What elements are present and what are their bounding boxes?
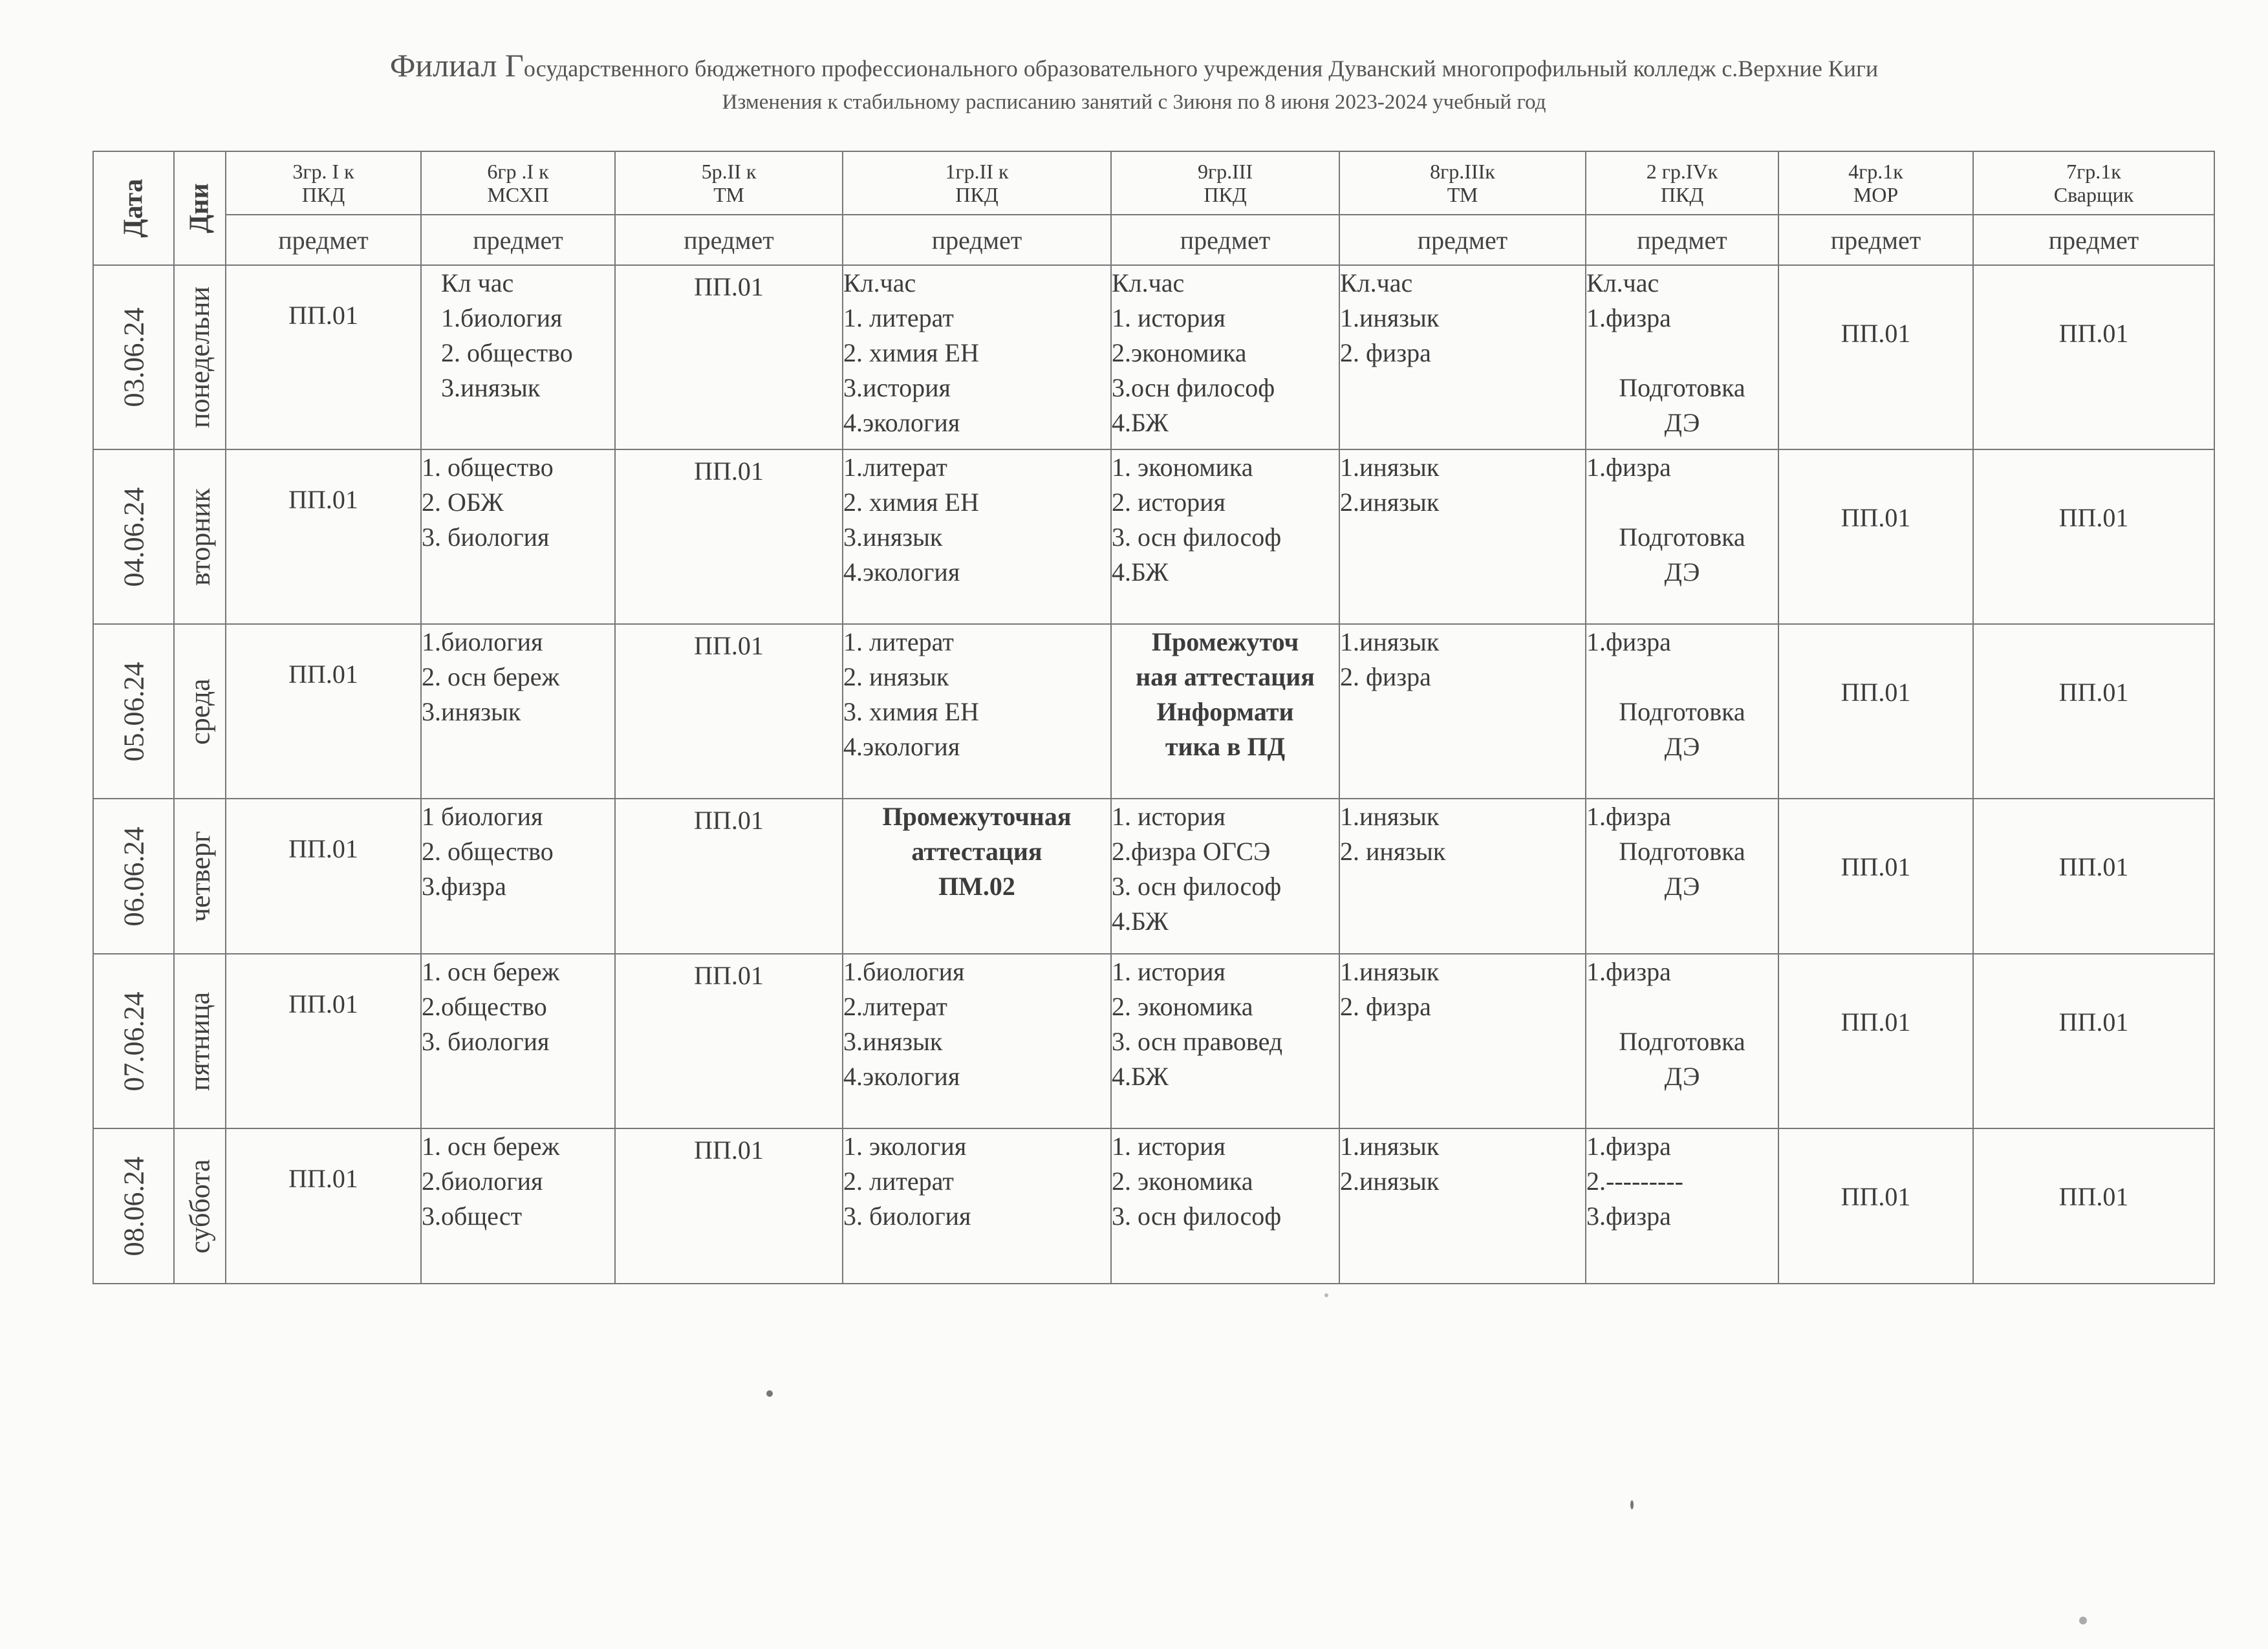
schedule-cell bbox=[421, 624, 615, 799]
cell-line: 4.экология bbox=[843, 732, 960, 761]
document-subtitle: Изменения к стабильному расписанию занятий с 3июня по 8 июня 2023-2024 учебный год bbox=[722, 91, 1546, 114]
schedule-cell: ПП.01 bbox=[1973, 954, 2214, 1128]
cell-line: 2. химия ЕН bbox=[843, 488, 979, 517]
cell-line: 2. общество bbox=[441, 338, 573, 367]
cell-line: 1 биология bbox=[422, 802, 543, 831]
cell-line: Промежуточ bbox=[1151, 627, 1299, 656]
cell-line: 3.история bbox=[843, 373, 951, 402]
cell-line bbox=[1586, 660, 1778, 695]
schedule-cell bbox=[1339, 799, 1586, 954]
schedule-table bbox=[92, 151, 2215, 1284]
cell-line: 3.физра bbox=[422, 872, 506, 901]
cell-line: Кл час bbox=[441, 268, 514, 297]
cell-line: 3. биология bbox=[422, 1027, 550, 1056]
cell-line: 1. экономика bbox=[1112, 453, 1253, 482]
schedule-cell: ПП.01 bbox=[1778, 624, 1973, 799]
scan-speck bbox=[2079, 1617, 2087, 1624]
schedule-cell: ПП.01 bbox=[226, 799, 421, 954]
cell-line: 2.общество bbox=[422, 992, 547, 1021]
subject-label: предмет bbox=[615, 215, 843, 265]
schedule-cell bbox=[421, 954, 615, 1128]
cell-line: Промежуточная bbox=[882, 802, 1072, 831]
subject-label: предмет bbox=[1111, 215, 1339, 265]
schedule-cell bbox=[1586, 265, 1778, 449]
schedule-cell bbox=[843, 1128, 1111, 1284]
schedule-cell bbox=[421, 265, 615, 449]
cell-line: 2. инязык bbox=[1340, 837, 1446, 866]
cell-line: 1. литерат bbox=[843, 303, 954, 332]
cell-line: Подготовка bbox=[1619, 1027, 1745, 1056]
schedule-cell bbox=[843, 954, 1111, 1128]
cell-line: 3.физра bbox=[1586, 1202, 1671, 1231]
date-cell: 03.06.24 bbox=[93, 265, 174, 449]
cell-line: ДЭ bbox=[1664, 1062, 1700, 1091]
schedule-cell bbox=[1339, 954, 1586, 1128]
cell-line: 1.физра bbox=[1586, 1132, 1671, 1161]
schedule-cell: ПП.01 bbox=[1778, 799, 1973, 954]
title-rest: осударственного бюджетного профессионального образовательного учреждения Дуванский многопрофильный колледж с.Верхние Киги bbox=[523, 56, 1879, 81]
cell-line: ПМ.02 bbox=[938, 872, 1015, 901]
day-row bbox=[93, 265, 2214, 449]
cell-line: 4.экология bbox=[843, 408, 960, 437]
schedule-cell: ПП.01 bbox=[1973, 449, 2214, 624]
cell-line: 1.инязык bbox=[1340, 802, 1440, 831]
subject-label: предмет bbox=[1778, 215, 1973, 265]
cell-line: тика в ПД bbox=[1165, 732, 1286, 761]
schedule-cell: ПП.01 bbox=[615, 449, 843, 624]
schedule-cell: ПП.01 bbox=[1973, 624, 2214, 799]
cell-line: Подготовка bbox=[1619, 373, 1745, 402]
cell-line: ДЭ bbox=[1664, 872, 1700, 901]
subject-label: предмет bbox=[1973, 215, 2214, 265]
cell-line: 2. история bbox=[1112, 488, 1226, 517]
schedule-cell bbox=[1111, 624, 1339, 799]
cell-line bbox=[1586, 485, 1778, 520]
schedule-cell: ПП.01 bbox=[226, 265, 421, 449]
cell-line: 1.физра bbox=[1586, 627, 1671, 656]
cell-line: 2.биология bbox=[422, 1167, 543, 1196]
cell-line: 1. история bbox=[1112, 303, 1226, 332]
cell-line: 2. физра bbox=[1340, 338, 1431, 367]
cell-line: 1.инязык bbox=[1340, 957, 1440, 986]
day-row bbox=[93, 624, 2214, 799]
cell-line: 2. инязык bbox=[843, 662, 949, 691]
subject-label: предмет bbox=[843, 215, 1111, 265]
schedule-cell bbox=[1111, 954, 1339, 1128]
cell-line: 1. литерат bbox=[843, 627, 954, 656]
cell-line: 1.биология bbox=[422, 627, 543, 656]
schedule-cell: ПП.01 bbox=[1973, 1128, 2214, 1284]
cell-line: Подготовка bbox=[1619, 837, 1745, 866]
date-cell: 08.06.24 bbox=[93, 1128, 174, 1284]
cell-line: Кл.час bbox=[1340, 268, 1413, 297]
schedule-cell: ПП.01 bbox=[1973, 265, 2214, 449]
cell-line: Кл.час bbox=[1112, 268, 1185, 297]
day-cell: суббота bbox=[174, 1128, 226, 1284]
cell-line: 1. история bbox=[1112, 957, 1226, 986]
day-row bbox=[93, 954, 2214, 1128]
cell-line: 3.инязык bbox=[843, 1027, 943, 1056]
cell-line: 3. осн философ bbox=[1112, 1202, 1282, 1231]
cell-line: 1.инязык bbox=[1340, 453, 1440, 482]
group-header: 4гр.1к МОР bbox=[1778, 151, 1973, 215]
schedule-cell bbox=[1339, 449, 1586, 624]
group-header: 8гр.IIIк ТМ bbox=[1339, 151, 1586, 215]
schedule-cell: ПП.01 bbox=[1778, 954, 1973, 1128]
schedule-cell bbox=[1586, 799, 1778, 954]
schedule-cell bbox=[843, 265, 1111, 449]
schedule-cell bbox=[421, 449, 615, 624]
cell-line: ная аттестация bbox=[1136, 662, 1315, 691]
date-cell: 05.06.24 bbox=[93, 624, 174, 799]
cell-line: 3.общест bbox=[422, 1202, 523, 1231]
schedule-cell: ПП.01 bbox=[615, 954, 843, 1128]
cell-line: Информати bbox=[1156, 697, 1294, 726]
cell-line: 1.инязык bbox=[1340, 627, 1440, 656]
cell-line: 1.инязык bbox=[1340, 1132, 1440, 1161]
title-lead: Филиал Г bbox=[389, 47, 524, 83]
cell-line: 1. общество bbox=[422, 453, 554, 482]
document-title bbox=[0, 47, 2268, 84]
cell-line: 3. химия ЕН bbox=[843, 697, 979, 726]
cell-line: 3. биология bbox=[843, 1202, 971, 1231]
cell-line: 2. физра bbox=[1340, 662, 1431, 691]
date-cell: 06.06.24 bbox=[93, 799, 174, 954]
schedule-cell bbox=[1111, 799, 1339, 954]
schedule-cell: ПП.01 bbox=[615, 1128, 843, 1284]
schedule-cell bbox=[421, 799, 615, 954]
schedule-cell bbox=[1586, 1128, 1778, 1284]
cell-line: ДЭ bbox=[1664, 557, 1700, 587]
cell-line: 1. история bbox=[1112, 802, 1226, 831]
schedule-cell bbox=[1339, 265, 1586, 449]
cell-line: 2. ОБЖ bbox=[422, 488, 504, 517]
schedule-cell bbox=[1111, 1128, 1339, 1284]
subject-label: предмет bbox=[421, 215, 615, 265]
subject-label: предмет bbox=[226, 215, 421, 265]
schedule-cell: ПП.01 bbox=[226, 954, 421, 1128]
schedule-cell bbox=[1586, 624, 1778, 799]
scan-speck bbox=[766, 1390, 773, 1397]
schedule-cell bbox=[843, 624, 1111, 799]
day-header: Дни bbox=[174, 151, 226, 265]
cell-line: 2. экономика bbox=[1112, 1167, 1253, 1196]
cell-line: 1.физра bbox=[1586, 802, 1671, 831]
schedule-cell bbox=[1339, 624, 1586, 799]
cell-line: 3. осн правовед bbox=[1112, 1027, 1283, 1056]
cell-line: 1.физра bbox=[1586, 303, 1671, 332]
cell-line: 2. литерат bbox=[843, 1167, 954, 1196]
cell-line: 4.БЖ bbox=[1112, 557, 1169, 587]
day-row bbox=[93, 1128, 2214, 1284]
cell-line: Кл.час bbox=[843, 268, 916, 297]
cell-line: Подготовка bbox=[1619, 697, 1745, 726]
cell-line: 3.осн философ bbox=[1112, 373, 1275, 402]
day-row bbox=[93, 799, 2214, 954]
cell-line: 1. история bbox=[1112, 1132, 1226, 1161]
cell-line: Подготовка bbox=[1619, 523, 1745, 552]
schedule-cell bbox=[1586, 954, 1778, 1128]
cell-line: 1.биология bbox=[843, 957, 965, 986]
cell-line: 3.инязык bbox=[441, 373, 541, 402]
day-cell: понедельни bbox=[174, 265, 226, 449]
cell-line: 1.физра bbox=[1586, 957, 1671, 986]
cell-line: 2. общество bbox=[422, 837, 554, 866]
cell-line: 1. экология bbox=[843, 1132, 967, 1161]
group-header: 6гр .I к МСХП bbox=[421, 151, 615, 215]
cell-line bbox=[1586, 989, 1778, 1024]
cell-line: 2. химия ЕН bbox=[843, 338, 979, 367]
schedule-cell: ПП.01 bbox=[615, 799, 843, 954]
cell-line: 2.литерат bbox=[843, 992, 947, 1021]
scan-speck bbox=[1324, 1293, 1328, 1297]
cell-line: 4.экология bbox=[843, 557, 960, 587]
schedule-cell bbox=[1339, 1128, 1586, 1284]
group-header: 5р.II к ТМ bbox=[615, 151, 843, 215]
date-cell: 07.06.24 bbox=[93, 954, 174, 1128]
cell-line: ДЭ bbox=[1664, 732, 1700, 761]
cell-line: 2.инязык bbox=[1340, 1167, 1440, 1196]
group-header: 3гр. I к ПКД bbox=[226, 151, 421, 215]
cell-line: 2.физра ОГСЭ bbox=[1112, 837, 1271, 866]
day-cell: среда bbox=[174, 624, 226, 799]
scan-speck bbox=[1630, 1500, 1634, 1509]
cell-line: 2. экономика bbox=[1112, 992, 1253, 1021]
schedule-cell bbox=[421, 1128, 615, 1284]
date-header: Дата bbox=[93, 151, 174, 265]
cell-line: 1. осн береж bbox=[422, 1132, 560, 1161]
schedule-cell: ПП.01 bbox=[615, 624, 843, 799]
subject-label-row bbox=[93, 215, 2214, 265]
cell-line: 1.биология bbox=[441, 303, 563, 332]
cell-line: 4.экология bbox=[843, 1062, 960, 1091]
schedule-cell: ПП.01 bbox=[1778, 265, 1973, 449]
schedule-cell: ПП.01 bbox=[1778, 449, 1973, 624]
schedule-cell: ПП.01 bbox=[615, 265, 843, 449]
cell-line: 2.экономика bbox=[1112, 338, 1247, 367]
day-cell: пятница bbox=[174, 954, 226, 1128]
day-cell: четверг bbox=[174, 799, 226, 954]
cell-line: 1.инязык bbox=[1340, 303, 1440, 332]
day-cell: вторник bbox=[174, 449, 226, 624]
schedule-cell: ПП.01 bbox=[226, 624, 421, 799]
group-header-row bbox=[93, 151, 2214, 215]
cell-line: 2.--------- bbox=[1586, 1167, 1683, 1196]
cell-line: 3. осн философ bbox=[1112, 523, 1282, 552]
cell-line: 3. биология bbox=[422, 523, 550, 552]
schedule-cell bbox=[1586, 449, 1778, 624]
schedule-cell: ПП.01 bbox=[226, 1128, 421, 1284]
cell-line: 4.БЖ bbox=[1112, 1062, 1169, 1091]
cell-line bbox=[1586, 336, 1778, 371]
cell-line: 2. физра bbox=[1340, 992, 1431, 1021]
cell-line: 1.литерат bbox=[843, 453, 947, 482]
group-header: 2 гр.IVк ПКД bbox=[1586, 151, 1778, 215]
cell-line: 4.БЖ bbox=[1112, 408, 1169, 437]
schedule-cell bbox=[1111, 449, 1339, 624]
cell-line: 2. осн береж bbox=[422, 662, 560, 691]
cell-line: 1. осн береж bbox=[422, 957, 560, 986]
cell-line: 3.инязык bbox=[843, 523, 943, 552]
subject-label: предмет bbox=[1339, 215, 1586, 265]
group-header: 1гр.II к ПКД bbox=[843, 151, 1111, 215]
cell-line: 1.физра bbox=[1586, 453, 1671, 482]
cell-line: 3. осн философ bbox=[1112, 872, 1282, 901]
cell-line: 2.инязык bbox=[1340, 488, 1440, 517]
subject-label: предмет bbox=[1586, 215, 1778, 265]
date-cell: 04.06.24 bbox=[93, 449, 174, 624]
schedule-cell: ПП.01 bbox=[226, 449, 421, 624]
cell-line: 4.БЖ bbox=[1112, 907, 1169, 936]
group-header: 7гр.1к Сварщик bbox=[1973, 151, 2214, 215]
schedule-cell bbox=[1111, 265, 1339, 449]
cell-line: 3.инязык bbox=[422, 697, 521, 726]
group-header: 9гр.III ПКД bbox=[1111, 151, 1339, 215]
cell-line: Кл.час bbox=[1586, 268, 1659, 297]
day-row bbox=[93, 449, 2214, 624]
schedule-cell: ПП.01 bbox=[1973, 799, 2214, 954]
cell-line: ДЭ bbox=[1664, 408, 1700, 437]
cell-line: аттестация bbox=[911, 837, 1042, 866]
schedule-cell bbox=[843, 799, 1111, 954]
schedule-cell: ПП.01 bbox=[1778, 1128, 1973, 1284]
schedule-cell bbox=[843, 449, 1111, 624]
